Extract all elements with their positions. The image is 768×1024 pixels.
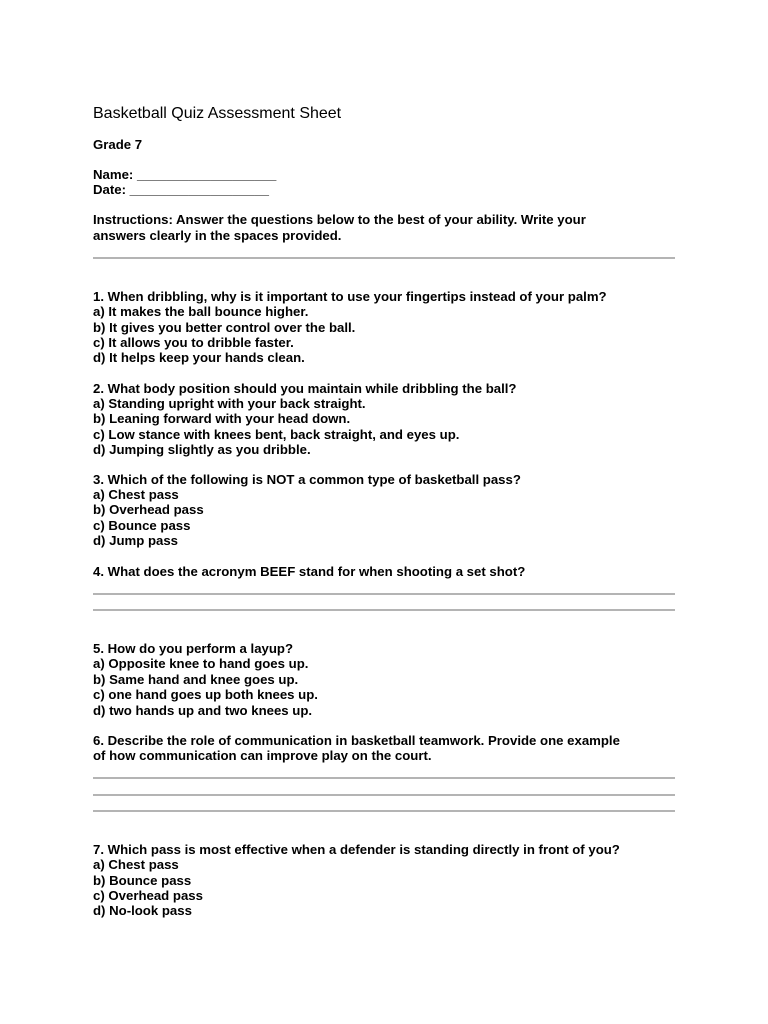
name-field[interactable]: Name: ___________________ <box>93 167 277 182</box>
answer-option: a) Chest pass <box>93 487 179 502</box>
answer-option: b) Overhead pass <box>93 502 204 517</box>
question-text: 5. How do you perform a layup? <box>93 641 294 656</box>
question-text: 2. What body position should you maintain while dribbling the ball? <box>93 381 517 396</box>
instructions-line-2: answers clearly in the spaces provided. <box>93 228 342 243</box>
answer-option: a) Opposite knee to hand goes up. <box>93 656 309 671</box>
question-text-line-1: 6. Describe the role of communication in basketball teamwork. Provide one example <box>93 733 620 748</box>
answer-option: b) Bounce pass <box>93 873 192 888</box>
answer-option: d) Jumping slightly as you dribble. <box>93 442 311 457</box>
answer-option: d) It helps keep your hands clean. <box>93 350 305 365</box>
answer-option: d) two hands up and two knees up. <box>93 703 313 718</box>
date-field[interactable]: Date: ___________________ <box>93 182 269 197</box>
answer-option: b) It gives you better control over the ball. <box>93 320 356 335</box>
page-title: Basketball Quiz Assessment Sheet <box>93 105 342 122</box>
answer-line[interactable] <box>93 593 675 595</box>
answer-option: c) one hand goes up both knees up. <box>93 687 318 702</box>
answer-line[interactable] <box>93 810 675 812</box>
answer-option: b) Leaning forward with your head down. <box>93 411 351 426</box>
answer-option: a) It makes the ball bounce higher. <box>93 304 309 319</box>
question-text: 1. When dribbling, why is it important to use your fingertips instead of your palm? <box>93 289 607 304</box>
question-text-line-2: of how communication can improve play on the court. <box>93 748 432 763</box>
answer-line[interactable] <box>93 794 675 796</box>
divider <box>93 257 675 259</box>
answer-option: d) No-look pass <box>93 903 192 918</box>
question-text: 7. Which pass is most effective when a defender is standing directly in front of you? <box>93 842 620 857</box>
answer-option: a) Standing upright with your back straight. <box>93 396 366 411</box>
question-text: 3. Which of the following is NOT a common type of basketball pass? <box>93 472 521 487</box>
question-text: 4. What does the acronym BEEF stand for when shooting a set shot? <box>93 564 526 579</box>
answer-option: b) Same hand and knee goes up. <box>93 672 299 687</box>
answer-option: c) Bounce pass <box>93 518 191 533</box>
answer-line[interactable] <box>93 609 675 611</box>
answer-option: c) Low stance with knees bent, back straight, and eyes up. <box>93 427 460 442</box>
answer-option: c) It allows you to dribble faster. <box>93 335 294 350</box>
answer-option: a) Chest pass <box>93 857 179 872</box>
instructions-line-1: Instructions: Answer the questions below to the best of your ability. Write your <box>93 212 586 227</box>
grade-label: Grade 7 <box>93 137 143 152</box>
answer-option: d) Jump pass <box>93 533 179 548</box>
answer-line[interactable] <box>93 777 675 779</box>
answer-option: c) Overhead pass <box>93 888 203 903</box>
